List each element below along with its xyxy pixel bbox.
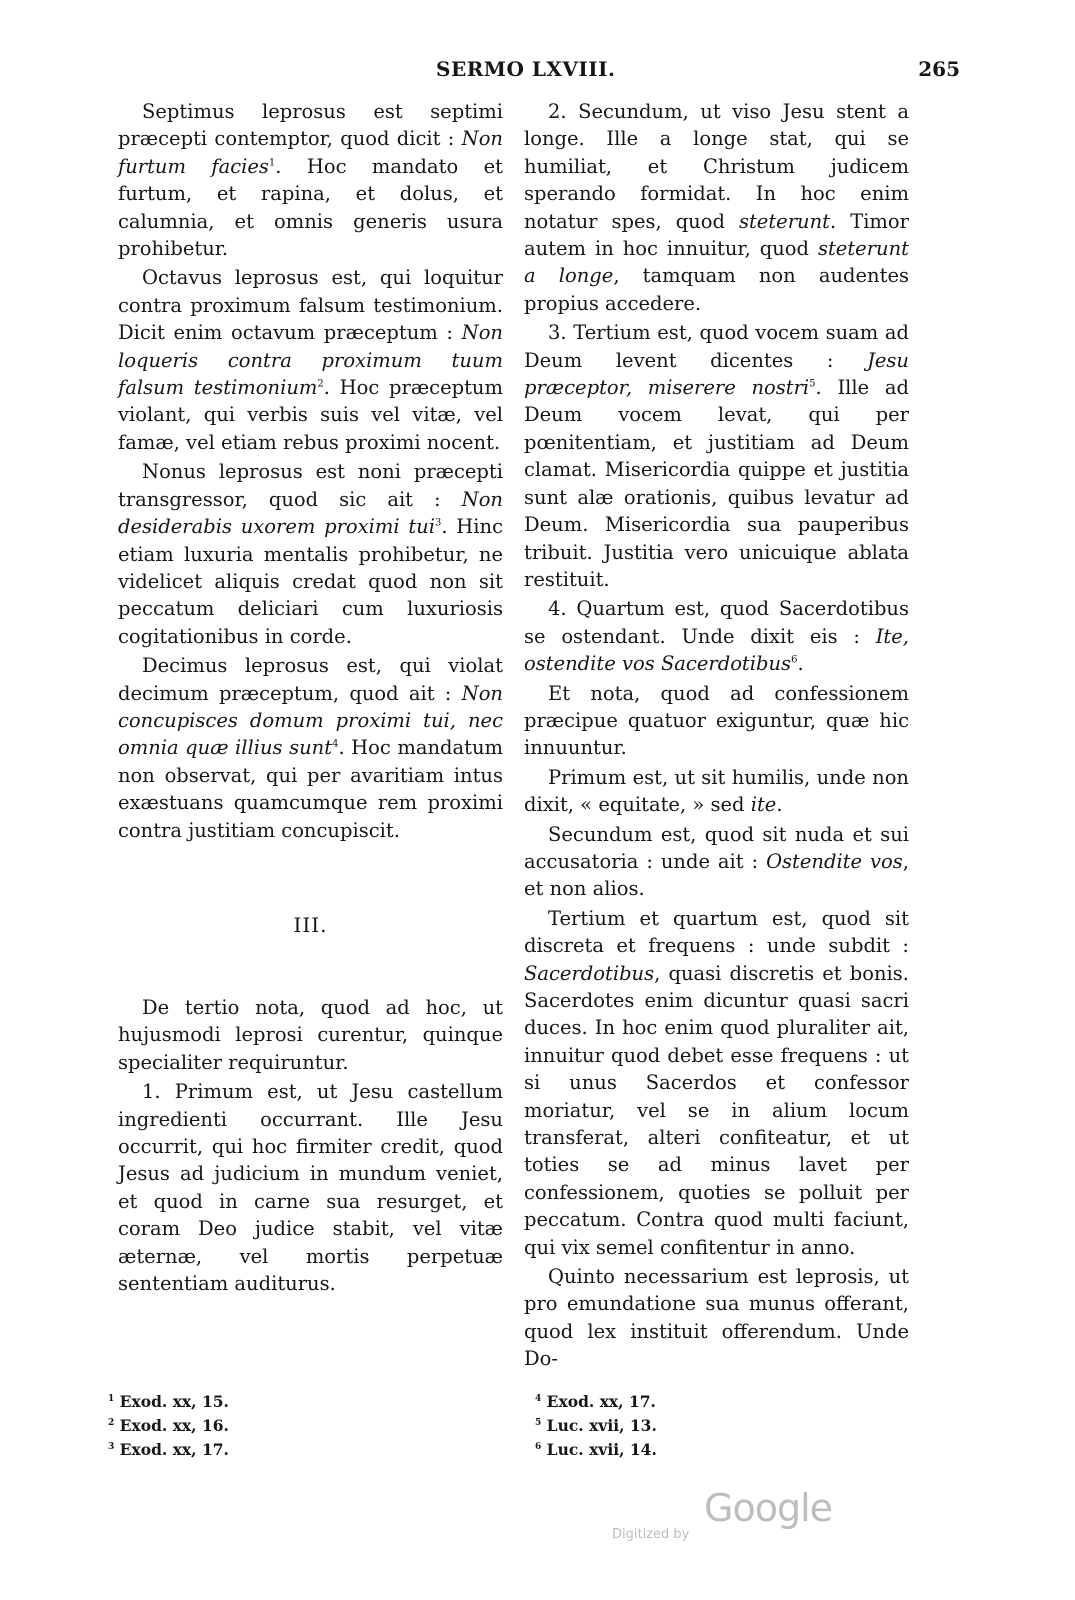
scripture-quote: steterunt a longe [524,237,909,288]
paragraph-text: , tamquam non audentes propius accedere. [524,264,909,315]
footnote-reference: Exod. xx, 17. [119,1440,229,1459]
paragraph-text: Octavus leprosus est, qui loquitur contra proximum falsum testimonium. Dicit enim octavum præceptum : [118,266,503,345]
paragraph-text: . Hoc mandatum non observat, qui per avaritiam intus exæstuans quamcumque rem proximi contra justitiam concupiscit. [118,736,504,842]
left-column [118,98,503,846]
footnote-marker: 3 [434,517,442,529]
watermark-logo-text: Google [704,1486,833,1530]
right-column [524,98,909,1375]
footnote-reference: Luc. xvii, 14. [546,1440,657,1459]
paragraph [524,319,909,593]
paragraph [524,1263,909,1373]
footnote-number: 1 [108,1393,115,1404]
paragraph-text: . Hoc mandato et furtum, et rapina, et dolus, et calumnia, et omnis generis usura prohibetur. [118,154,503,261]
paragraph-text: Quinto necessarium est leprosis, ut pro emundatione sua munus offerant, quod lex instituit offerendum. Unde Do- [524,1265,909,1371]
paragraph [118,652,503,844]
footnote-reference: Exod. xx, 15. [119,1392,229,1411]
scripture-quote: Sacerdotibus [524,961,655,985]
footnote-marker: 4 [332,738,339,750]
paragraph-text: Primum est, ut sit humilis, unde non dixit, « equitate, » sed [524,765,909,817]
paragraph-text: . [776,793,783,817]
paragraph [524,905,909,1261]
footnote-number: 5 [535,1417,542,1428]
footnote [108,1438,408,1462]
footnote [108,1390,408,1414]
paragraph-text: 2. Secundum, ut viso Jesu stent a longe. Ille a longe stat, qui se humiliat, et Christum judicem sperando formidat. In hoc enim notatur spes, quod [524,100,909,233]
footnote-marker: 2 [317,378,324,390]
paragraph-text: Tertium et quartum est, quod sit discreta et frequens : unde subdit : [524,906,909,958]
paragraph [524,98,909,317]
footnotes-left [108,1390,408,1462]
scripture-quote: Non concupisces domum proximi tui, nec omnia quæ illius sunt [118,681,503,760]
footnote-number: 3 [108,1441,115,1452]
footnotes-right [535,1390,835,1462]
paragraph-text: . Ille ad Deum vocem levat, qui per pœnitentiam, et justitiam ad Deum clamat. Misericordia quippe et justitia sunt alæ orationis, quibus levatur ad Deum. Misericordia sua pauperibus tribuit. Justitia vero unicuique ablata restituit. [524,376,909,591]
paragraph-text: . Hinc etiam luxuria mentalis prohibetur, ne videlicet aliquis credat quod non sit peccatum deliciari cum luxuriosis cogitationibus in corde. [118,515,504,648]
footnote-number: 2 [108,1417,115,1428]
scripture-quote: Ostendite vos [766,849,903,873]
paragraph [524,595,909,677]
scripture-quote: ite [750,793,777,817]
running-head-title: SERMO LXVIII. [436,57,616,81]
footnote [108,1414,408,1438]
paragraph [118,1078,503,1297]
paragraph-text: Nonus leprosus est noni præcepti transgressor, quod sic ait : [118,460,503,511]
paragraph-text: . Hoc præceptum violant, qui verbis suis vel vitæ, vel famæ, vel etiam rebus proximi nocent. [118,376,503,454]
footnote-number: 4 [535,1393,542,1404]
paragraph-text: 4. Quartum est, quod Sacerdotibus se ostendant. Unde dixit eis : [524,597,909,648]
paragraph-text: . [797,652,804,676]
scripture-quote: Non furtum facies [118,127,503,178]
paragraph [524,821,909,903]
footnote-reference: Exod. xx, 17. [546,1392,656,1411]
page-number: 265 [918,57,960,81]
left-column-continued [118,994,503,1299]
footnote-marker: 1 [268,157,276,169]
paragraph-text: Decimus leprosus est, qui violat decimum præceptum, quod ait : [118,654,503,705]
paragraph-text: , quasi discretis et bonis. Sacerdotes enim dicuntur quasi sacri duces. In hoc enim quod pluraliter ait, innuitur quod debet esse frequens : ut si unus Sacerdos et confessor moriatur, vel se in alium locum transferat, alteri confiteatur, et ut toties se ad minus lavet per confessionem, quoties se polluit per peccatum. Contra quod multi faciunt, qui vix semel confitentur in anno. [524,961,909,1259]
scripture-quote: Non desiderabis uxorem proximi tui [118,487,503,539]
paragraph-text: . Timor autem in hoc innuitur, quod [524,209,909,261]
paragraph-text: , et non alios. [524,849,909,901]
footnote-reference: Exod. xx, 16. [119,1416,229,1435]
paragraph-text: Secundum est, quod sit nuda et sui accusatoria : unde ait : [524,822,909,873]
scripture-quote: Non loqueris contra proximum tuum falsum testimonium [118,321,503,400]
paragraph-text: 3. Tertium est, quod vocem suam ad Deum levent dicentes : [524,321,909,372]
paragraph [524,764,909,819]
footnote [535,1390,835,1414]
paragraph [118,98,503,262]
paragraph-text: Septimus leprosus est septimi præcepti contemptor, quod dicit : [118,100,503,151]
footnote [535,1414,835,1438]
section-heading: III. [293,913,328,937]
footnote-reference: Luc. xvii, 13. [546,1416,657,1435]
paragraph [118,994,503,1076]
footnote-marker: 5 [809,378,816,390]
paragraph-text: Et nota, quod ad confessionem præcipue quatuor exiguntur, quæ hic innuuntur. [524,681,909,760]
scripture-quote: Jesu præceptor, miserere nostri [524,348,909,400]
footnote-marker: 6 [791,654,798,666]
footnote [535,1438,835,1462]
paragraph [118,458,503,650]
scripture-quote: Ite, ostendite vos Sacerdotibus [524,624,909,676]
scripture-quote: steterunt [738,209,830,233]
footnote-number: 6 [535,1441,542,1452]
watermark-small-text: Digitized by [612,1527,690,1542]
paragraph [118,264,503,456]
paragraph-text: 1. Primum est, ut Jesu castellum ingredienti occurrant. Ille Jesu occurrit, qui hoc firmiter credit, quod Jesus ad judicium in mundum veniet, et quod in carne sua resurget, et coram Deo judice stabit, vel vitæ æternæ, vel mortis perpetuæ sententiam auditurus. [118,1080,503,1296]
paragraph [524,680,909,762]
paragraph-text: De tertio nota, quod ad hoc, ut hujusmodi leprosi curentur, quinque specialiter requiruntur. [118,996,503,1074]
running-head [0,56,1075,86]
digitized-watermark [612,1486,852,1545]
